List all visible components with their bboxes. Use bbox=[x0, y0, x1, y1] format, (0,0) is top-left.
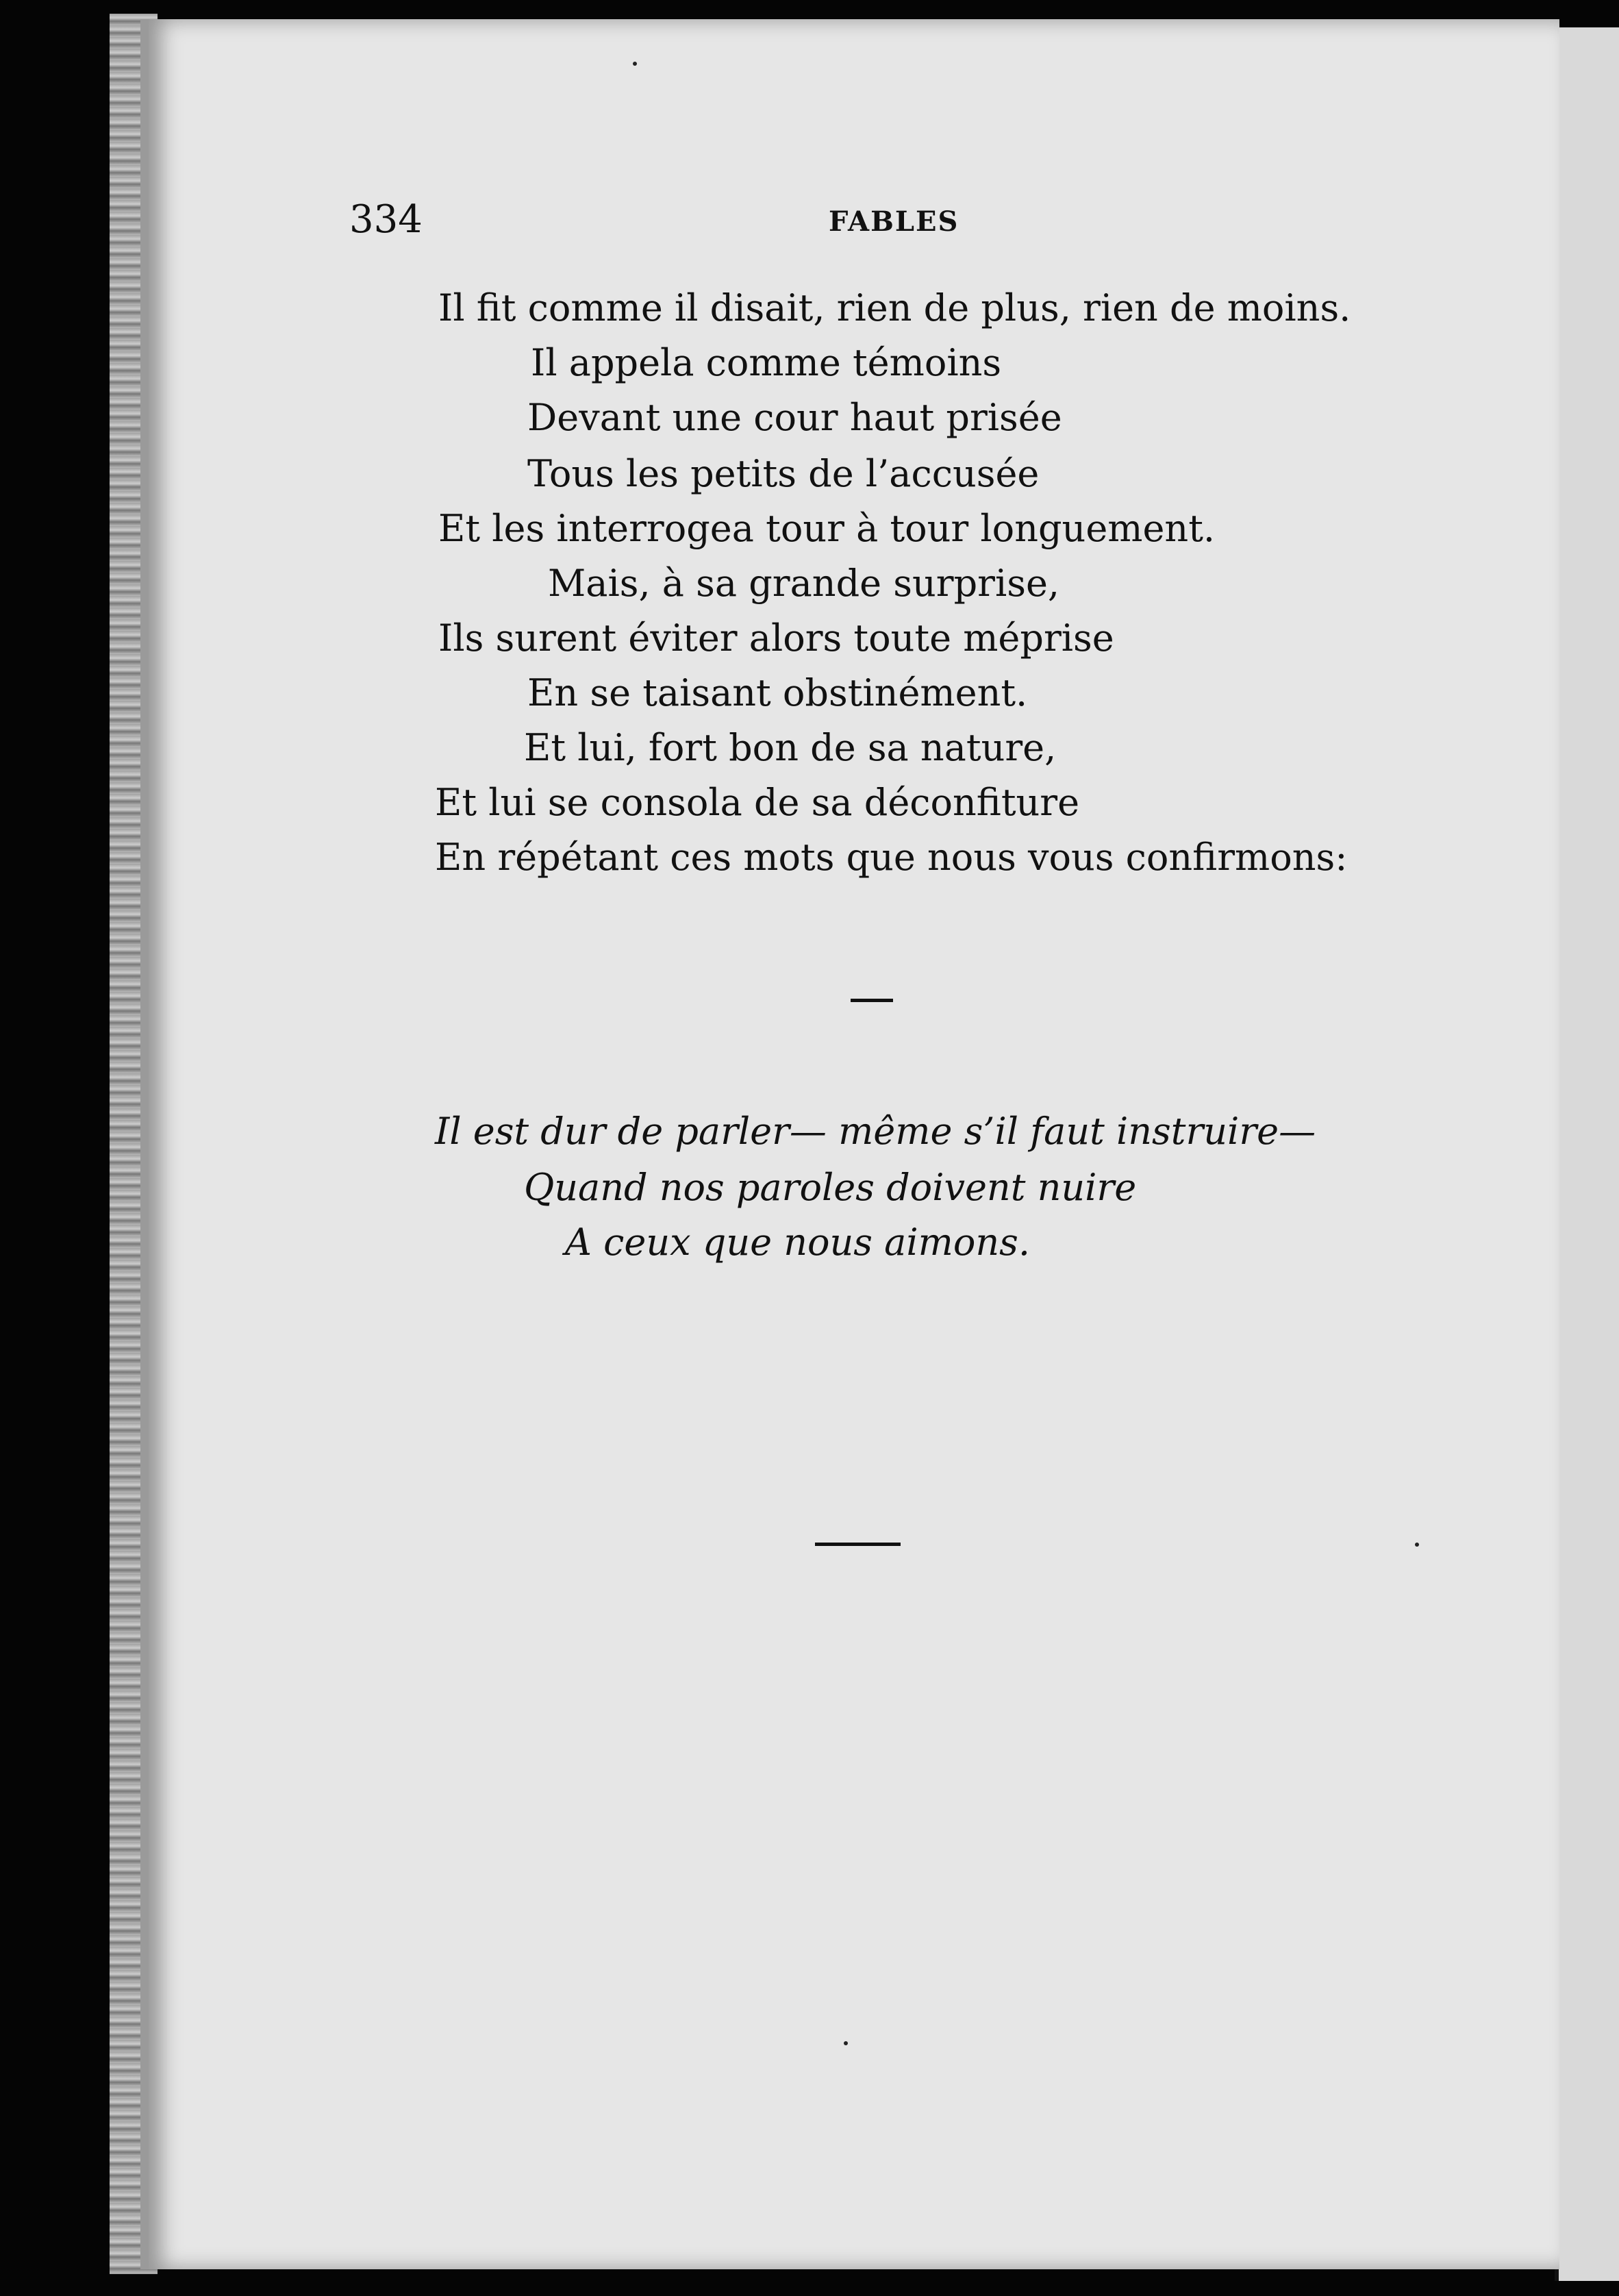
moral-line: A ceux que nous aimons. bbox=[565, 1221, 1031, 1264]
verse-line: Il appela comme témoins bbox=[531, 341, 1002, 384]
verse-line: Et lui, fort bon de sa nature, bbox=[524, 726, 1057, 769]
dust-speck bbox=[1415, 1543, 1419, 1547]
end-rule bbox=[815, 1543, 901, 1546]
verse-line: Il fit comme il disait, rien de plus, rien de moins. bbox=[438, 286, 1351, 329]
dust-speck bbox=[844, 2041, 848, 2045]
facing-page-edge bbox=[1555, 27, 1619, 2281]
verse-line: Et les interrogea tour à tour longuement. bbox=[438, 507, 1216, 550]
page-title: FABLES bbox=[829, 205, 959, 238]
running-head bbox=[349, 197, 1479, 245]
verse-line: Et lui se consola de sa déconfiture bbox=[435, 781, 1080, 824]
page-number: 334 bbox=[349, 197, 423, 242]
section-rule bbox=[851, 999, 893, 1002]
moral-line: Quand nos paroles doivent nuire bbox=[524, 1166, 1137, 1209]
verse-line: Ils surent éviter alors toute méprise bbox=[438, 616, 1114, 660]
verse-line: Devant une cour haut prisée bbox=[527, 396, 1062, 439]
verse-line: Mais, à sa grande surprise, bbox=[548, 562, 1060, 605]
dust-speck bbox=[633, 62, 637, 66]
verse-line: En se taisant obstinément. bbox=[527, 671, 1028, 714]
moral-line: Il est dur de parler— même s’il faut instruire— bbox=[435, 1110, 1316, 1153]
verse-line: En répétant ces mots que nous vous confirmons: bbox=[435, 836, 1348, 879]
verse-line: Tous les petits de l’accusée bbox=[527, 452, 1040, 495]
